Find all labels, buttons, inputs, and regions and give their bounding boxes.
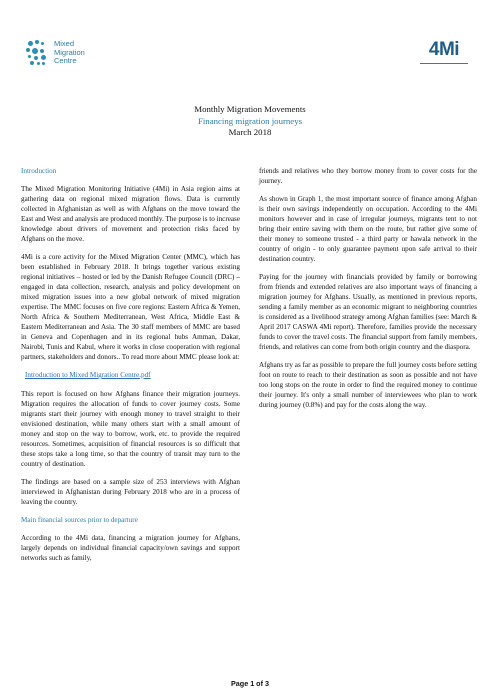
intro-heading: Introduction xyxy=(21,167,57,175)
mmc-logo xyxy=(26,40,85,70)
page-number: Page 1 of 3 xyxy=(231,679,269,688)
right-paragraph-3: Paying for the journey with financials provided by family or borrowing from friends and extended relatives are also important ways of financing a migration journey for Afghans. Usually, as mentioned in previous reports, sending a family member as an economic migrant to neighboring countries is considered as a livelihood strategy among Afghan families (see: March & April 2017 CASWA 4Mi report). Therefore, families provide the necessary funds to cover the travel costs. The financial support from family members, friends, and relatives can come from both origin country and the diaspora. xyxy=(259,273,477,351)
mmc-logo-line: Centre xyxy=(54,56,77,66)
right-paragraph-1: friends and relatives who they borrow money from to cover costs for the journey. xyxy=(259,167,477,185)
financial-sources-heading: Main financial sources prior to departure xyxy=(21,516,138,524)
mmc-logo-line: Mixed xyxy=(54,39,75,48)
right-paragraph-4: Afghans try as far as possible to prepare the full journey costs before setting foot on route to reach to their destination as soon as possible and not have too long stops on the route in order to find the required money to continue their journey. It's only a small number of interviewees who plan to work during journey (0.8%) and pay for the costs along the way. xyxy=(259,361,477,409)
mmc-logo-line: Migration xyxy=(54,47,85,57)
title-block xyxy=(0,104,500,139)
report-focus-paragraph: This report is focused on how Afghans finance their migration journeys. Migration requires the allocation of funds to cover journey costs. Some migrants start their journey with enough money to travel straight to their envisioned destination, while many others start with a small amount of money and stop on the way to borrow, work, etc. to provide the required resources. Sometimes, acquisition of financial resources is so difficult that these stops take a long time, so that the country of transit may turn to the country of destination. xyxy=(21,390,240,468)
report-date: March 2018 xyxy=(228,127,272,137)
intro-paragraph: The Mixed Migration Monitoring Initiative (4Mi) in Asia region aims at gathering data on regional mixed migration flows. Data is currently collected in Afghanistan as well as with Afghans on the move toward the East and West and analysis are produced monthly. The purpose is to increase knowledge about drivers of movement and protection risks faced by Afghans on the move. xyxy=(21,185,241,243)
right-paragraph-2: As shown in Graph 1, the most important source of finance among Afghan is their own savings independently on occupation. According to the 4Mi monitors however and in case of irregular journeys, migrants tent to not bring their entire saving with them on the route, but rather give some of their money to someone trusted - a third party or hawala network in the country of origin - to only guarantee payment upon safe arrival to their destination country. xyxy=(259,195,477,263)
sample-size-paragraph: The findings are based on a sample size of 253 interviews with Afghan interviewed in Afghanistan during February 2018 who are in a process of leaving the country. xyxy=(21,478,240,506)
mmc-introduction-link[interactable]: Introduction to Mixed Migration Centre.pdf xyxy=(25,371,151,379)
4mi-logo-tagline-mark xyxy=(416,62,472,66)
left-column xyxy=(21,166,240,571)
4mi-logo xyxy=(416,40,472,66)
report-title: Monthly Migration Movements xyxy=(194,104,306,114)
4mi-logo-text: 4Mi xyxy=(428,39,460,60)
report-subtitle: Financing migration journeys xyxy=(197,115,303,126)
tagline-rule-icon xyxy=(420,62,468,65)
mmc-paragraph: 4Mi is a core activity for the Mixed Migration Center (MMC), which has been established in February 2018. It brings together various existing regional initiatives – hosted or led by the Danish Refugee Council (DRC) – engaged in data collection, research, analysis and policy development on mixed migration issues into a new global network of mixed migration expertise. The MMC focuses on five core regions: Eastern Africa & Yemen, North Africa & Southern Mediterranean, West Africa, Middle East & Eastern Mediterranean and Asia. The 30 staff members of MMC are based in Geneva and Copenhagen and in its regional hubs Amman, Dakar, Nairobi, Tunis and Kabul, where it works in close cooperation with regional partners, stakeholders and donors.. To read more about MMC please look at: xyxy=(21,253,240,361)
mmc-logo-text xyxy=(54,40,85,66)
financial-sources-paragraph: According to the 4Mi data, financing a migration journey for Afghans, largely depends on individual financial capacity/own savings and support networks such as family, xyxy=(21,534,240,562)
right-column xyxy=(259,166,477,418)
mmc-logo-mark-icon xyxy=(26,40,48,70)
